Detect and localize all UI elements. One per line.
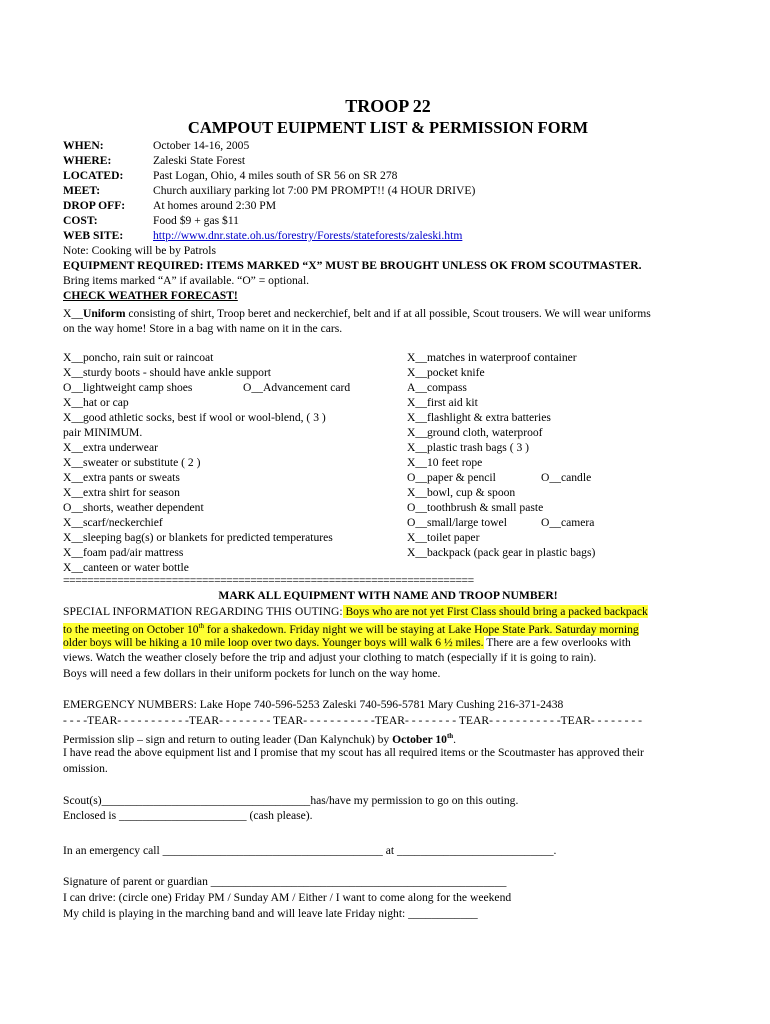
page-title: TROOP 22 bbox=[345, 96, 431, 116]
superscript: th bbox=[446, 732, 454, 740]
highlighted-text: older boys will be hiking a 10 mile loop over two days. Younger boys will walk 6 ½ miles. bbox=[63, 636, 484, 649]
uniform-line bbox=[63, 306, 651, 321]
highlight-part: for a shakedown. Friday night we will be staying at Lake Hope State Park. Saturday morning bbox=[204, 622, 639, 636]
info-value: Past Logan, Ohio, 4 miles south of SR 56 on SR 278 bbox=[153, 169, 398, 182]
due-date: October 10 bbox=[392, 732, 447, 746]
info-label: COST: bbox=[63, 214, 98, 227]
equipment-item: pair MINIMUM. bbox=[63, 426, 143, 439]
special-line-4: views. Watch the weather closely before the trip and adjust your clothing to match (especially if it is going to rain). bbox=[63, 651, 597, 664]
signature-field[interactable]: Signature of parent or guardian ___________________________________________________ bbox=[63, 875, 507, 888]
info-value: At homes around 2:30 PM bbox=[153, 199, 277, 212]
special-text: There are a few overlooks with bbox=[483, 636, 631, 649]
equipment-item: O__toothbrush & small paste bbox=[407, 501, 544, 514]
legend-text: Bring items marked “A” if available. “O” = optional. bbox=[63, 274, 310, 287]
info-value: October 14-16, 2005 bbox=[153, 139, 250, 152]
equipment-item: O__lightweight camp shoes bbox=[63, 381, 193, 394]
emergency-contact-field[interactable]: In an emergency call ______________________________________ at ___________________________. bbox=[63, 844, 557, 857]
equipment-item: O__shorts, weather dependent bbox=[63, 501, 204, 514]
equipment-item: X__toilet paper bbox=[407, 531, 480, 544]
info-label: MEET: bbox=[63, 184, 101, 197]
equipment-item: O__small/large towel bbox=[407, 516, 507, 529]
info-label: WEB SITE: bbox=[63, 229, 124, 242]
page-subtitle: CAMPOUT EUIPMENT LIST & PERMISSION FORM bbox=[187, 118, 589, 137]
equipment-item: X__canteen or water bottle bbox=[63, 561, 189, 574]
uniform-prefix: X__ bbox=[63, 307, 83, 320]
equipment-item: X__scarf/neckerchief bbox=[63, 516, 163, 529]
highlight-part: to the meeting on October 10 bbox=[63, 622, 199, 636]
permission-text: Permission slip – sign and return to outing leader (Dan Kalynchuk) by bbox=[63, 732, 393, 746]
info-value: Zaleski State Forest bbox=[153, 154, 246, 167]
web-site-link[interactable]: http://www.dnr.state.oh.us/forestry/Forests/stateforests/zaleski.htm bbox=[153, 229, 463, 242]
equipment-required-heading: EQUIPMENT REQUIRED: ITEMS MARKED “X” MUST BE BROUGHT UNLESS OK FROM SCOUTMASTER. bbox=[63, 259, 642, 272]
highlighted-text: Boys who are not yet First Class should bring a packed backpack bbox=[342, 605, 648, 618]
scouts-permission-field[interactable]: Scout(s)____________________________________has/have my permission to go on this outing. bbox=[63, 794, 519, 807]
equipment-item: O__camera bbox=[541, 516, 595, 529]
uniform-label: Uniform bbox=[82, 307, 126, 320]
weather-warning: CHECK WEATHER FORECAST! bbox=[63, 289, 238, 302]
equipment-item: X__plastic trash bags ( 3 ) bbox=[407, 441, 530, 454]
enclosed-cash-field[interactable]: Enclosed is ______________________ (cash please). bbox=[63, 809, 313, 822]
special-line-5: Boys will need a few dollars in their uniform pockets for lunch on the way home. bbox=[63, 667, 441, 680]
special-line-1 bbox=[63, 604, 648, 619]
permission-end: . bbox=[453, 732, 457, 746]
marching-band-field[interactable]: My child is playing in the marching band and will leave late Friday night: ____________ bbox=[63, 907, 478, 920]
equipment-item: X__hat or cap bbox=[63, 396, 129, 409]
equipment-item: X__extra underwear bbox=[63, 441, 158, 454]
mark-all-heading: MARK ALL EQUIPMENT WITH NAME AND TROOP NUMBER! bbox=[218, 589, 558, 602]
info-label: WHEN: bbox=[63, 139, 104, 152]
info-value: Church auxiliary parking lot 7:00 PM PROMPT!! (4 HOUR DRIVE) bbox=[153, 184, 476, 197]
special-line-3 bbox=[63, 635, 631, 650]
tear-line: - - - -TEAR- - - - - - - - - - -TEAR- - - - - - - - TEAR- - - - - - - - - - -TEAR- - - - - - - - TEAR- - - - - - - - - - -TEAR- - - - - - - - bbox=[63, 714, 643, 727]
info-value: Food $9 + gas $11 bbox=[153, 214, 239, 227]
equipment-item: X__foam pad/air mattress bbox=[63, 546, 184, 559]
equipment-item: X__first aid kit bbox=[407, 396, 478, 409]
info-label: LOCATED: bbox=[63, 169, 124, 182]
equipment-item: X__flashlight & extra batteries bbox=[407, 411, 551, 424]
equipment-item: O__paper & pencil bbox=[407, 471, 496, 484]
equipment-item: O__Advancement card bbox=[243, 381, 351, 394]
equipment-item: X__matches in waterproof container bbox=[407, 351, 577, 364]
equipment-item: A__compass bbox=[407, 381, 467, 394]
equipment-item: X__backpack (pack gear in plastic bags) bbox=[407, 546, 596, 559]
equipment-item: X__sleeping bag(s) or blankets for predicted temperatures bbox=[63, 531, 333, 544]
separator-line: ==================================================================== bbox=[63, 574, 474, 587]
highlighted-text bbox=[63, 623, 639, 636]
equipment-item: O__candle bbox=[541, 471, 592, 484]
superscript: th bbox=[198, 622, 205, 630]
equipment-item: X__bowl, cup & spoon bbox=[407, 486, 516, 499]
uniform-text: consisting of shirt, Troop beret and neckerchief, belt and if at all possible, Scout trousers. We will wear uniforms bbox=[125, 307, 651, 320]
driving-options[interactable]: I can drive: (circle one) Friday PM / Sunday AM / Either / I want to come along for the weekend bbox=[63, 891, 512, 904]
info-label: DROP OFF: bbox=[63, 199, 126, 212]
emergency-numbers: EMERGENCY NUMBERS: Lake Hope 740-596-5253 Zaleski 740-596-5781 Mary Cushing 216-371-2438 bbox=[63, 698, 564, 711]
promise-line-2: omission. bbox=[63, 762, 108, 775]
promise-line-1: I have read the above equipment list and I promise that my scout has all required items or the Scoutmaster has approved their bbox=[63, 746, 644, 759]
uniform-line-2: on the way home! Store in a bag with name on it in the cars. bbox=[63, 322, 343, 335]
equipment-item: X__extra pants or sweats bbox=[63, 471, 180, 484]
special-lead: SPECIAL INFORMATION REGARDING THIS OUTING: bbox=[63, 605, 343, 618]
equipment-item: X__sweater or substitute ( 2 ) bbox=[63, 456, 201, 469]
equipment-item: X__extra shirt for season bbox=[63, 486, 180, 499]
equipment-item: X__10 feet rope bbox=[407, 456, 483, 469]
equipment-item: X__sturdy boots - should have ankle support bbox=[63, 366, 272, 379]
equipment-item: X__pocket knife bbox=[407, 366, 485, 379]
equipment-item: X__ground cloth, waterproof bbox=[407, 426, 543, 439]
cooking-note: Note: Cooking will be by Patrols bbox=[63, 244, 216, 257]
equipment-item: X__good athletic socks, best if wool or wool-blend, ( 3 ) bbox=[63, 411, 326, 424]
equipment-item: X__poncho, rain suit or raincoat bbox=[63, 351, 214, 364]
info-label: WHERE: bbox=[63, 154, 112, 167]
